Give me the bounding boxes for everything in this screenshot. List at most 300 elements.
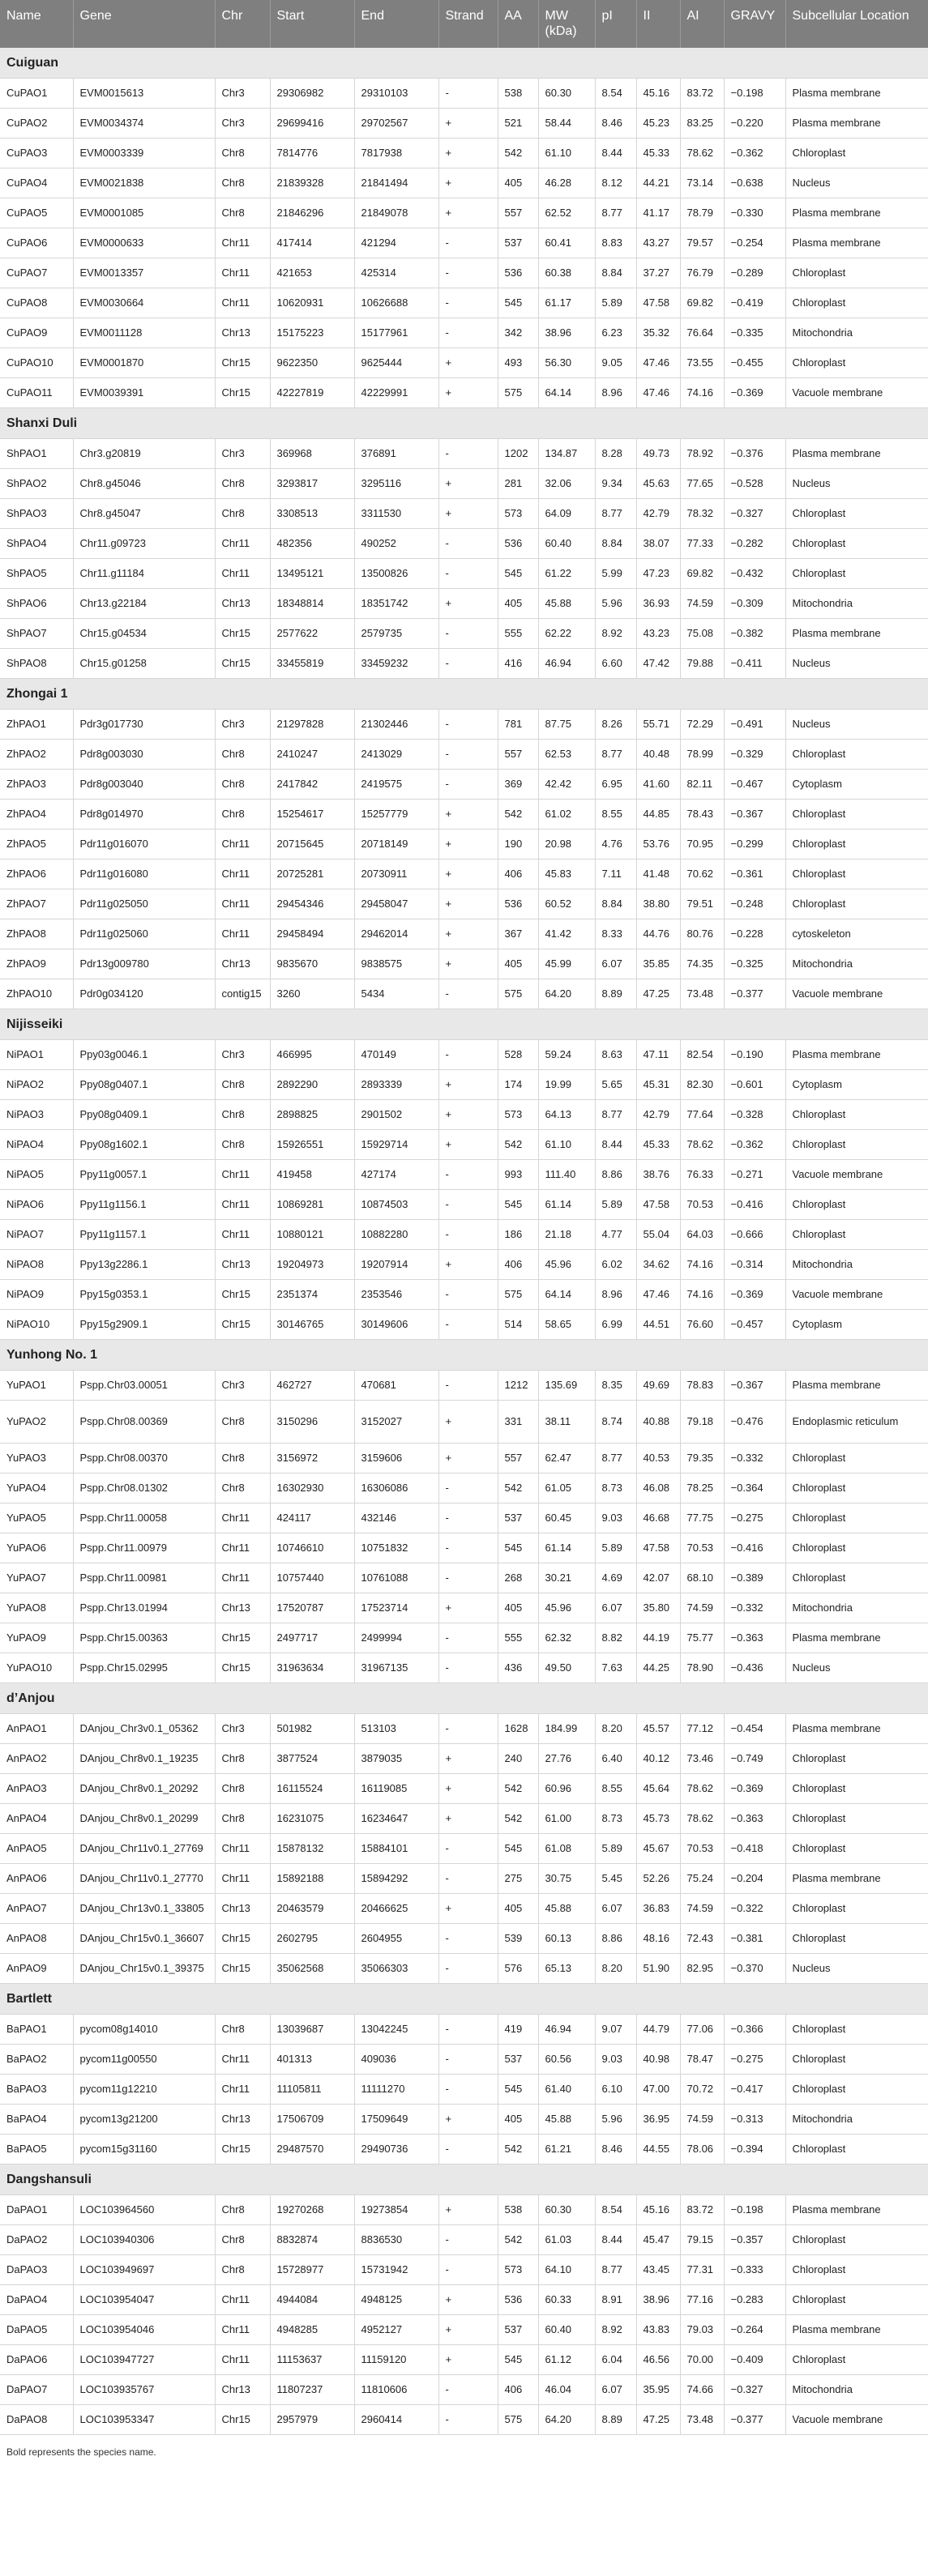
cell-mw: 61.10 xyxy=(538,1130,595,1160)
cell-gravy: −0.329 xyxy=(724,740,785,770)
cell-gravy: −0.491 xyxy=(724,710,785,740)
cell-gene: DAnjou_Chr8v0.1_20299 xyxy=(73,1804,215,1834)
table-row xyxy=(0,2285,928,2315)
cell-gravy: −0.264 xyxy=(724,2315,785,2345)
cell-mw: 46.04 xyxy=(538,2375,595,2405)
cell-ai: 83.72 xyxy=(680,2195,724,2225)
cell-chr: contig15 xyxy=(215,979,270,1009)
cell-aa: 542 xyxy=(498,800,538,830)
cell-ii: 38.96 xyxy=(636,2285,680,2315)
cell-strand: - xyxy=(438,649,498,679)
cell-end: 4952127 xyxy=(354,2315,438,2345)
cell-strand: - xyxy=(438,79,498,109)
cell-ai: 74.35 xyxy=(680,949,724,979)
table-row xyxy=(0,2015,928,2045)
cell-ai: 78.06 xyxy=(680,2135,724,2164)
cell-ai: 74.59 xyxy=(680,1593,724,1623)
cell-gravy: −0.601 xyxy=(724,1070,785,1100)
cell-pi: 8.84 xyxy=(595,258,636,288)
cell-gene: Pspp.Chr03.00051 xyxy=(73,1371,215,1401)
cell-ai: 78.90 xyxy=(680,1653,724,1683)
cell-mw: 61.10 xyxy=(538,139,595,168)
cell-location: Nucleus xyxy=(785,469,928,499)
cell-end: 2413029 xyxy=(354,740,438,770)
cell-gravy: −0.190 xyxy=(724,1040,785,1070)
cell-mw: 21.18 xyxy=(538,1220,595,1250)
cell-mw: 60.41 xyxy=(538,228,595,258)
cell-aa: 367 xyxy=(498,919,538,949)
cell-aa: 542 xyxy=(498,1130,538,1160)
cell-name: ZhPAO6 xyxy=(0,859,73,889)
cell-strand: + xyxy=(438,348,498,378)
cell-start: 462727 xyxy=(270,1371,354,1401)
cell-gene: Chr8.g45047 xyxy=(73,499,215,529)
table-row xyxy=(0,619,928,649)
cell-aa: 539 xyxy=(498,1924,538,1954)
cell-ii: 42.07 xyxy=(636,1563,680,1593)
cell-gene: DAnjou_Chr3v0.1_05362 xyxy=(73,1714,215,1744)
cell-end: 3159606 xyxy=(354,1444,438,1474)
cell-start: 10880121 xyxy=(270,1220,354,1250)
cell-location: Mitochondria xyxy=(785,1250,928,1280)
cell-name: YuPAO7 xyxy=(0,1563,73,1593)
cell-gravy: −0.330 xyxy=(724,198,785,228)
cell-mw: 38.96 xyxy=(538,318,595,348)
cell-ii: 47.58 xyxy=(636,1190,680,1220)
cell-gravy: −0.271 xyxy=(724,1160,785,1190)
cell-gene: Pspp.Chr08.01302 xyxy=(73,1474,215,1503)
table-row xyxy=(0,79,928,109)
cell-strand: - xyxy=(438,710,498,740)
col-header-gene: Gene xyxy=(73,0,215,48)
cell-ai: 79.18 xyxy=(680,1401,724,1444)
cell-ii: 36.93 xyxy=(636,589,680,619)
cell-location: Vacuole membrane xyxy=(785,1160,928,1190)
cell-start: 21846296 xyxy=(270,198,354,228)
cell-pi: 8.91 xyxy=(595,2285,636,2315)
cell-location: Chloroplast xyxy=(785,1563,928,1593)
species-name: Nijisseiki xyxy=(0,1009,928,1040)
cell-aa: 573 xyxy=(498,2255,538,2285)
cell-ai: 74.59 xyxy=(680,2105,724,2135)
cell-aa: 521 xyxy=(498,109,538,139)
cell-strand: - xyxy=(438,1834,498,1864)
cell-start: 20715645 xyxy=(270,830,354,859)
cell-pi: 6.07 xyxy=(595,2375,636,2405)
cell-end: 2893339 xyxy=(354,1070,438,1100)
cell-end: 21849078 xyxy=(354,198,438,228)
cell-location: Mitochondria xyxy=(785,2375,928,2405)
cell-chr: Chr11 xyxy=(215,258,270,288)
cell-mw: 45.88 xyxy=(538,2105,595,2135)
cell-gravy: −0.362 xyxy=(724,139,785,168)
cell-mw: 49.50 xyxy=(538,1653,595,1683)
cell-mw: 64.13 xyxy=(538,1100,595,1130)
cell-end: 8836530 xyxy=(354,2225,438,2255)
cell-aa: 405 xyxy=(498,168,538,198)
cell-aa: 542 xyxy=(498,2135,538,2164)
cell-name: YuPAO9 xyxy=(0,1623,73,1653)
species-group-row xyxy=(0,1984,928,2015)
cell-chr: Chr13 xyxy=(215,949,270,979)
cell-aa: 536 xyxy=(498,529,538,559)
cell-gravy: −0.455 xyxy=(724,348,785,378)
cell-ii: 41.60 xyxy=(636,770,680,800)
cell-ai: 74.66 xyxy=(680,2375,724,2405)
cell-start: 482356 xyxy=(270,529,354,559)
cell-pi: 8.54 xyxy=(595,79,636,109)
cell-aa: 555 xyxy=(498,1623,538,1653)
cell-ii: 45.57 xyxy=(636,1714,680,1744)
cell-ai: 70.95 xyxy=(680,830,724,859)
cell-chr: Chr8 xyxy=(215,168,270,198)
cell-ai: 70.72 xyxy=(680,2075,724,2105)
cell-chr: Chr15 xyxy=(215,619,270,649)
cell-start: 13039687 xyxy=(270,2015,354,2045)
species-group-row xyxy=(0,1009,928,1040)
cell-strand: - xyxy=(438,2045,498,2075)
cell-ii: 44.55 xyxy=(636,2135,680,2164)
cell-strand: - xyxy=(438,2405,498,2435)
cell-name: NiPAO4 xyxy=(0,1130,73,1160)
cell-start: 29306982 xyxy=(270,79,354,109)
cell-start: 424117 xyxy=(270,1503,354,1533)
cell-aa: 555 xyxy=(498,619,538,649)
table-row xyxy=(0,348,928,378)
cell-end: 18351742 xyxy=(354,589,438,619)
cell-chr: Chr8 xyxy=(215,499,270,529)
cell-start: 30146765 xyxy=(270,1310,354,1340)
cell-gravy: −0.367 xyxy=(724,1371,785,1401)
cell-chr: Chr3 xyxy=(215,79,270,109)
cell-start: 421653 xyxy=(270,258,354,288)
table-row xyxy=(0,529,928,559)
cell-aa: 557 xyxy=(498,740,538,770)
cell-ii: 47.23 xyxy=(636,559,680,589)
cell-mw: 64.14 xyxy=(538,1280,595,1310)
cell-start: 419458 xyxy=(270,1160,354,1190)
cell-chr: Chr11 xyxy=(215,1834,270,1864)
cell-aa: 573 xyxy=(498,499,538,529)
cell-gravy: −0.283 xyxy=(724,2285,785,2315)
cell-gene: DAnjou_Chr15v0.1_36607 xyxy=(73,1924,215,1954)
cell-chr: Chr15 xyxy=(215,348,270,378)
cell-gravy: −0.299 xyxy=(724,830,785,859)
cell-gene: Pspp.Chr15.00363 xyxy=(73,1623,215,1653)
cell-end: 7817938 xyxy=(354,139,438,168)
cell-end: 10626688 xyxy=(354,288,438,318)
cell-location: Endoplasmic reticulum xyxy=(785,1401,928,1444)
cell-name: CuPAO8 xyxy=(0,288,73,318)
cell-pi: 8.55 xyxy=(595,800,636,830)
cell-ii: 43.83 xyxy=(636,2315,680,2345)
cell-pi: 8.44 xyxy=(595,2225,636,2255)
cell-pi: 8.86 xyxy=(595,1160,636,1190)
cell-chr: Chr8 xyxy=(215,198,270,228)
table-row xyxy=(0,2315,928,2345)
cell-mw: 61.08 xyxy=(538,1834,595,1864)
cell-chr: Chr8 xyxy=(215,770,270,800)
cell-ii: 49.69 xyxy=(636,1371,680,1401)
cell-strand: + xyxy=(438,1401,498,1444)
cell-chr: Chr11 xyxy=(215,559,270,589)
cell-start: 466995 xyxy=(270,1040,354,1070)
cell-strand: + xyxy=(438,1130,498,1160)
cell-pi: 8.89 xyxy=(595,2405,636,2435)
cell-name: DaPAO7 xyxy=(0,2375,73,2405)
cell-aa: 538 xyxy=(498,2195,538,2225)
cell-chr: Chr11 xyxy=(215,830,270,859)
cell-gene: pycom08g14010 xyxy=(73,2015,215,2045)
col-header-aa: AA xyxy=(498,0,538,48)
cell-end: 432146 xyxy=(354,1503,438,1533)
table-row xyxy=(0,2045,928,2075)
cell-ii: 44.51 xyxy=(636,1310,680,1340)
cell-name: NiPAO8 xyxy=(0,1250,73,1280)
cell-mw: 184.99 xyxy=(538,1714,595,1744)
cell-ai: 74.16 xyxy=(680,1250,724,1280)
cell-chr: Chr11 xyxy=(215,919,270,949)
species-group-row xyxy=(0,679,928,710)
cell-start: 11105811 xyxy=(270,2075,354,2105)
cell-pi: 6.02 xyxy=(595,1250,636,1280)
cell-location: Vacuole membrane xyxy=(785,979,928,1009)
table-row xyxy=(0,859,928,889)
cell-end: 20718149 xyxy=(354,830,438,859)
table-row xyxy=(0,919,928,949)
cell-gene: Pspp.Chr08.00370 xyxy=(73,1444,215,1474)
table-row xyxy=(0,2375,928,2405)
cell-pi: 8.77 xyxy=(595,1444,636,1474)
cell-location: Nucleus xyxy=(785,168,928,198)
cell-location: Chloroplast xyxy=(785,859,928,889)
cell-location: Chloroplast xyxy=(785,288,928,318)
col-header-end: End xyxy=(354,0,438,48)
col-header-mw: MW (kDa) xyxy=(538,0,595,48)
table-row xyxy=(0,288,928,318)
cell-gene: EVM0001085 xyxy=(73,198,215,228)
cell-aa: 557 xyxy=(498,198,538,228)
col-header-chr: Chr xyxy=(215,0,270,48)
cell-name: AnPAO4 xyxy=(0,1804,73,1834)
table-row xyxy=(0,1190,928,1220)
cell-name: AnPAO5 xyxy=(0,1834,73,1864)
cell-gene: DAnjou_Chr11v0.1_27769 xyxy=(73,1834,215,1864)
cell-end: 2579735 xyxy=(354,619,438,649)
cell-gene: Pdr8g003030 xyxy=(73,740,215,770)
cell-gene: Pdr11g016070 xyxy=(73,830,215,859)
cell-end: 4948125 xyxy=(354,2285,438,2315)
cell-start: 8832874 xyxy=(270,2225,354,2255)
cell-ii: 45.33 xyxy=(636,139,680,168)
cell-gene: Pspp.Chr11.00981 xyxy=(73,1563,215,1593)
table-row xyxy=(0,1653,928,1683)
col-header-gravy: GRAVY xyxy=(724,0,785,48)
cell-gene: Ppy11g0057.1 xyxy=(73,1160,215,1190)
cell-ai: 78.43 xyxy=(680,800,724,830)
cell-pi: 8.83 xyxy=(595,228,636,258)
table-row xyxy=(0,1804,928,1834)
cell-start: 16302930 xyxy=(270,1474,354,1503)
cell-strand: + xyxy=(438,109,498,139)
cell-chr: Chr11 xyxy=(215,2045,270,2075)
cell-name: CuPAO1 xyxy=(0,79,73,109)
cell-ai: 72.43 xyxy=(680,1924,724,1954)
cell-ai: 70.62 xyxy=(680,859,724,889)
cell-pi: 9.07 xyxy=(595,2015,636,2045)
cell-ii: 51.90 xyxy=(636,1954,680,1984)
cell-gravy: −0.357 xyxy=(724,2225,785,2255)
cell-mw: 60.40 xyxy=(538,529,595,559)
cell-mw: 62.47 xyxy=(538,1444,595,1474)
cell-ii: 35.95 xyxy=(636,2375,680,2405)
table-row xyxy=(0,1563,928,1593)
species-name: Zhongai 1 xyxy=(0,679,928,710)
cell-location: Chloroplast xyxy=(785,2345,928,2375)
cell-aa: 1628 xyxy=(498,1714,538,1744)
cell-mw: 46.94 xyxy=(538,649,595,679)
cell-start: 29699416 xyxy=(270,109,354,139)
cell-ii: 44.25 xyxy=(636,1653,680,1683)
cell-pi: 8.73 xyxy=(595,1474,636,1503)
cell-aa: 575 xyxy=(498,2405,538,2435)
cell-chr: Chr13 xyxy=(215,2375,270,2405)
cell-strand: - xyxy=(438,228,498,258)
cell-aa: 514 xyxy=(498,1310,538,1340)
cell-chr: Chr15 xyxy=(215,2405,270,2435)
cell-pi: 4.69 xyxy=(595,1563,636,1593)
cell-gravy: −0.314 xyxy=(724,1250,785,1280)
cell-aa: 536 xyxy=(498,258,538,288)
cell-ai: 78.83 xyxy=(680,1371,724,1401)
cell-location: Chloroplast xyxy=(785,1190,928,1220)
cell-location: Chloroplast xyxy=(785,1220,928,1250)
cell-mw: 61.14 xyxy=(538,1190,595,1220)
cell-aa: 576 xyxy=(498,1954,538,1984)
cell-ii: 45.16 xyxy=(636,79,680,109)
cell-start: 21297828 xyxy=(270,710,354,740)
cell-start: 15878132 xyxy=(270,1834,354,1864)
table-row xyxy=(0,2225,928,2255)
table-row xyxy=(0,198,928,228)
cell-gravy: −0.411 xyxy=(724,649,785,679)
cell-chr: Chr13 xyxy=(215,1250,270,1280)
cell-mw: 45.88 xyxy=(538,1894,595,1924)
cell-strand: + xyxy=(438,800,498,830)
cell-strand: + xyxy=(438,2315,498,2345)
cell-gene: Pspp.Chr15.02995 xyxy=(73,1653,215,1683)
cell-end: 33459232 xyxy=(354,649,438,679)
table-row xyxy=(0,1444,928,1474)
cell-gene: Pdr8g014970 xyxy=(73,800,215,830)
cell-gene: Pspp.Chr11.00058 xyxy=(73,1503,215,1533)
cell-strand: - xyxy=(438,1280,498,1310)
cell-pi: 6.04 xyxy=(595,2345,636,2375)
cell-name: AnPAO3 xyxy=(0,1774,73,1804)
cell-pi: 8.55 xyxy=(595,1774,636,1804)
cell-ai: 73.46 xyxy=(680,1744,724,1774)
cell-mw: 19.99 xyxy=(538,1070,595,1100)
cell-end: 2960414 xyxy=(354,2405,438,2435)
cell-ii: 43.23 xyxy=(636,619,680,649)
cell-strand: - xyxy=(438,1474,498,1503)
cell-gene: Pdr3g017730 xyxy=(73,710,215,740)
table-row xyxy=(0,109,928,139)
cell-end: 376891 xyxy=(354,439,438,469)
cell-chr: Chr11 xyxy=(215,1503,270,1533)
cell-mw: 61.05 xyxy=(538,1474,595,1503)
cell-ai: 77.33 xyxy=(680,529,724,559)
cell-strand: + xyxy=(438,1100,498,1130)
cell-start: 9622350 xyxy=(270,348,354,378)
cell-start: 3150296 xyxy=(270,1401,354,1444)
cell-ii: 41.17 xyxy=(636,198,680,228)
cell-ii: 44.76 xyxy=(636,919,680,949)
cell-pi: 5.65 xyxy=(595,1070,636,1100)
cell-pi: 8.26 xyxy=(595,710,636,740)
cell-strand: - xyxy=(438,979,498,1009)
cell-pi: 5.96 xyxy=(595,2105,636,2135)
cell-gravy: −0.363 xyxy=(724,1804,785,1834)
cell-start: 15728977 xyxy=(270,2255,354,2285)
table-row xyxy=(0,2195,928,2225)
cell-end: 29458047 xyxy=(354,889,438,919)
cell-ii: 40.12 xyxy=(636,1744,680,1774)
cell-end: 35066303 xyxy=(354,1954,438,1984)
cell-ai: 82.95 xyxy=(680,1954,724,1984)
cell-ai: 77.65 xyxy=(680,469,724,499)
cell-end: 30149606 xyxy=(354,1310,438,1340)
cell-gravy: −0.638 xyxy=(724,168,785,198)
cell-chr: Chr13 xyxy=(215,589,270,619)
species-name: Dangshansuli xyxy=(0,2164,928,2195)
cell-gene: Chr15.g01258 xyxy=(73,649,215,679)
cell-start: 2957979 xyxy=(270,2405,354,2435)
cell-start: 2892290 xyxy=(270,1070,354,1100)
cell-ii: 40.98 xyxy=(636,2045,680,2075)
cell-ai: 70.53 xyxy=(680,1834,724,1864)
cell-location: Mitochondria xyxy=(785,589,928,619)
cell-chr: Chr11 xyxy=(215,529,270,559)
cell-strand: - xyxy=(438,1040,498,1070)
cell-pi: 4.76 xyxy=(595,830,636,859)
table-row xyxy=(0,949,928,979)
cell-start: 3293817 xyxy=(270,469,354,499)
cell-mw: 60.56 xyxy=(538,2045,595,2075)
cell-pi: 9.03 xyxy=(595,1503,636,1533)
cell-start: 11153637 xyxy=(270,2345,354,2375)
table-row xyxy=(0,1310,928,1340)
cell-name: NiPAO9 xyxy=(0,1280,73,1310)
table-row xyxy=(0,1744,928,1774)
cell-ai: 78.99 xyxy=(680,740,724,770)
cell-pi: 9.05 xyxy=(595,348,636,378)
cell-name: ZhPAO9 xyxy=(0,949,73,979)
cell-name: DaPAO1 xyxy=(0,2195,73,2225)
cell-ai: 78.62 xyxy=(680,1130,724,1160)
table-row xyxy=(0,1894,928,1924)
cell-end: 470681 xyxy=(354,1371,438,1401)
cell-mw: 61.02 xyxy=(538,800,595,830)
cell-pi: 8.63 xyxy=(595,1040,636,1070)
cell-aa: 331 xyxy=(498,1401,538,1444)
cell-location: Chloroplast xyxy=(785,139,928,168)
cell-ii: 34.62 xyxy=(636,1250,680,1280)
cell-ii: 55.04 xyxy=(636,1220,680,1250)
cell-pi: 5.96 xyxy=(595,589,636,619)
cell-end: 10751832 xyxy=(354,1533,438,1563)
cell-location: Plasma membrane xyxy=(785,1623,928,1653)
